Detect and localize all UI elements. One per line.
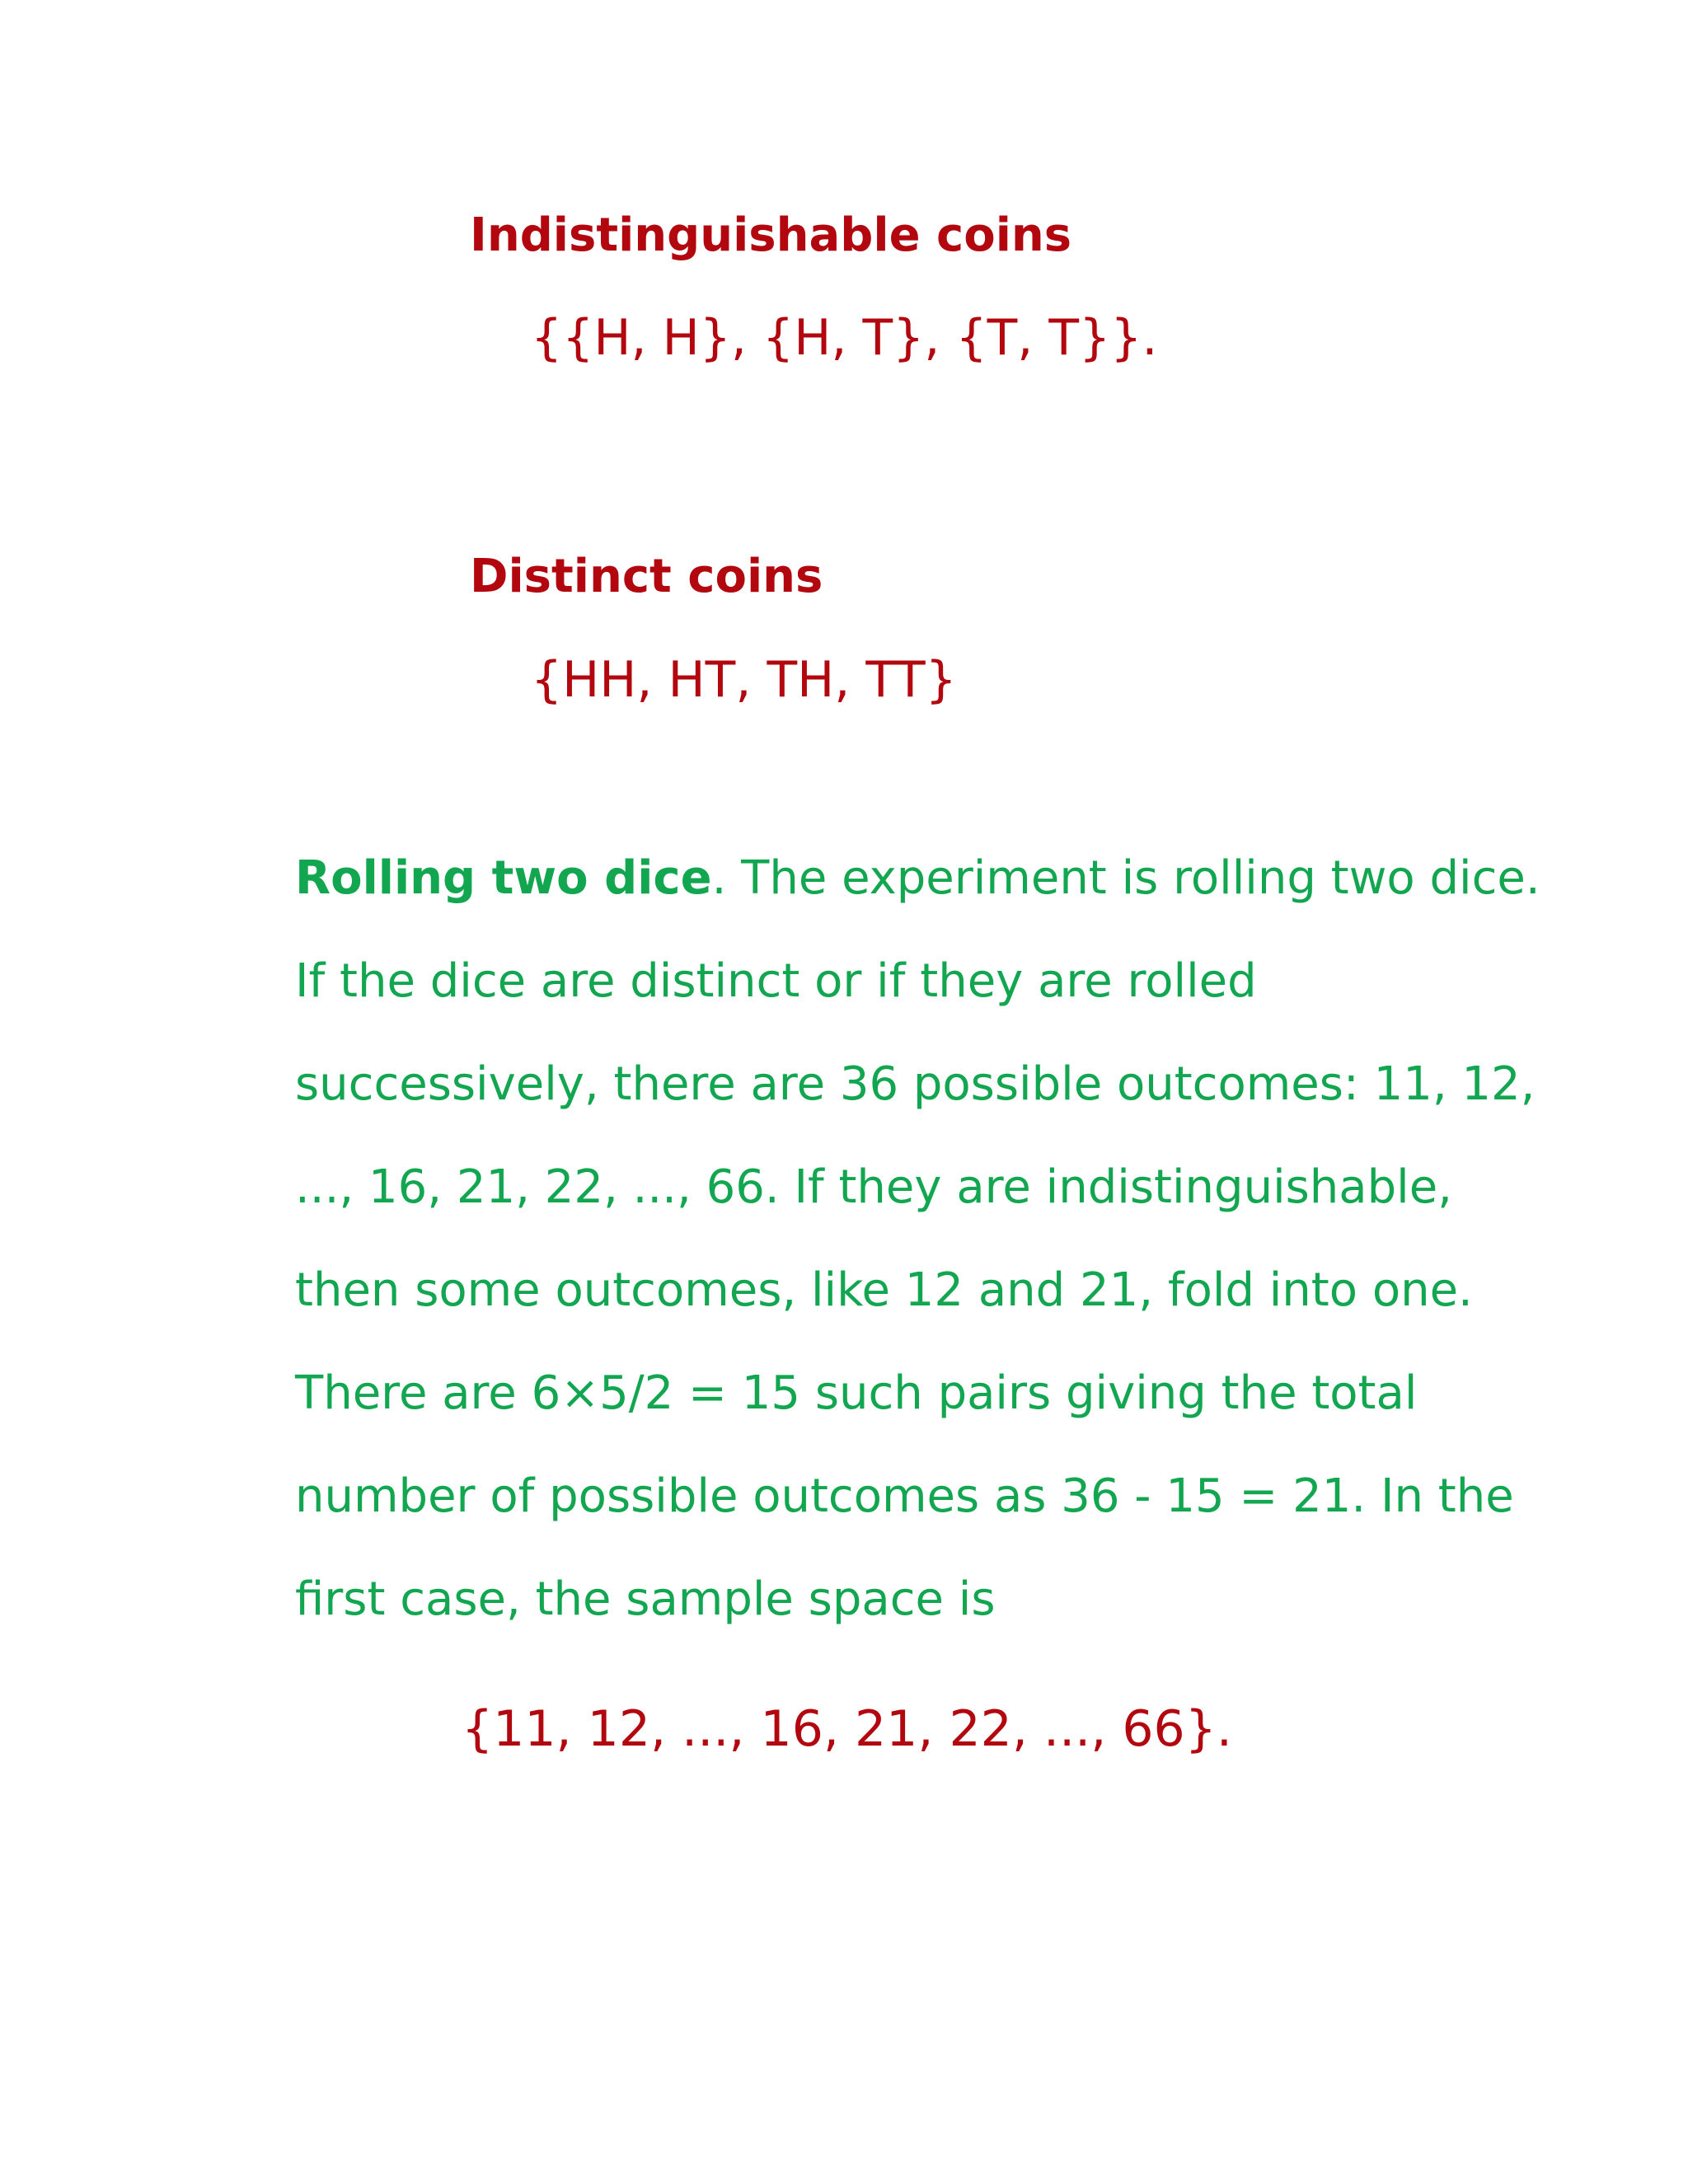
distinct-coins-heading: Distinct coins <box>470 550 823 603</box>
paragraph-line: number of possible outcomes as 36 - 15 = 21. In the <box>295 1469 1514 1523</box>
rolling-dice-paragraph <box>295 827 1540 1651</box>
indistinguishable-coins-sample-space: {{H, H}, {H, T}, {T, T}}. <box>531 309 1158 367</box>
indistinguishable-coins-heading: Indistinguishable coins <box>470 209 1072 262</box>
paragraph-line: successively, there are 36 possible outcomes: 11, 12, <box>295 1057 1536 1111</box>
distinct-coins-sample-space: {HH, HT, TH, TT} <box>531 651 957 709</box>
paragraph-line: There are 6×5/2 = 15 such pairs giving the total <box>295 1366 1418 1420</box>
paragraph-line: ..., 16, 21, 22, ..., 66. If they are indistinguishable, <box>295 1160 1452 1214</box>
paragraph-line: If the dice are distinct or if they are rolled <box>295 954 1257 1008</box>
paragraph-line <box>295 827 1540 930</box>
dice-sample-space: {11, 12, ..., 16, 21, 22, ..., 66}. <box>462 1700 1232 1758</box>
paragraph-line: first case, the sample space is <box>295 1572 996 1626</box>
rolling-two-dice-term: Rolling two dice <box>295 851 712 905</box>
paragraph-line-text: . The experiment is rolling two dice. <box>711 851 1540 905</box>
paragraph-line: then some outcomes, like 12 and 21, fold into one. <box>295 1263 1473 1317</box>
